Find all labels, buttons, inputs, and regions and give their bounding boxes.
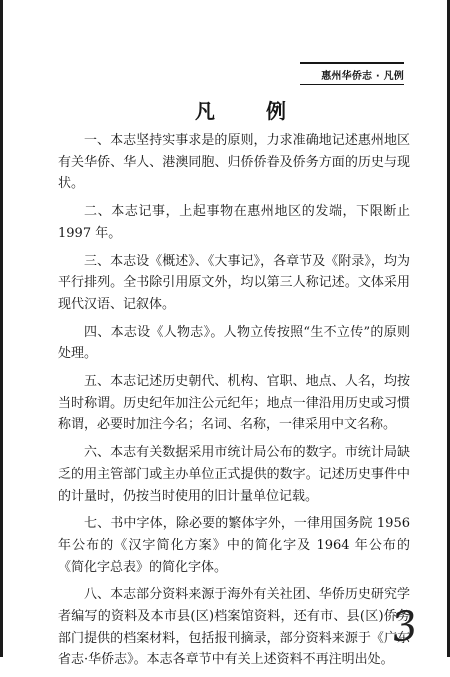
paragraph-4: 四、本志设《人物志》。人物立传按照“生不立传”的原则处理。 bbox=[58, 324, 410, 362]
page-number: 3 bbox=[388, 602, 421, 652]
page-title: 凡 例 bbox=[195, 99, 308, 123]
body-text bbox=[58, 130, 410, 677]
paragraph-5: 五、本志记述历史朝代、机构、官职、地点、人名，均按当时称谓。历史纪年加注公元纪年；地点一律沿用历史或习惯称谓，必要时加注今名；名词、名称，一律采用中文名称。 bbox=[58, 374, 410, 433]
paragraph-2: 二、本志记事，上起事物在惠州地区的发端，下限断止 1997 年。 bbox=[58, 204, 410, 241]
paragraph-7: 七、书中字体，除必要的繁体字外，一律用国务院 1956 年公布的《汉字简化方案》中的简化字及 1964 年公布的《简化字总表》的简化字体。 bbox=[58, 516, 410, 575]
running-header: 惠州华侨志 · 凡例 bbox=[300, 62, 404, 85]
paragraph-1: 一、本志坚持实事求是的原则，力求准确地记述惠州地区有关华侨、华人、港澳同胞、归侨侨眷及侨务方面的历史与现状。 bbox=[58, 133, 410, 192]
paragraph-6: 六、本志有关数据采用市统计局公布的数字。市统计局缺乏的用主管部门或主办单位正式提供的数字。记述历史事件中的计量时，仍按当时使用的旧计量单位记载。 bbox=[58, 445, 410, 504]
paragraph-8: 八、本志部分资料来源于海外有关社团、华侨历史研究学者编写的资料及本市县(区)档案馆资料，还有市、县(区)侨务部门提供的档案材料，包括报刊摘录，部分资料来源于《广东省志·华侨志》。本志各章节中有关上述资料不再注明出处。 bbox=[58, 587, 410, 668]
page-edge-left bbox=[0, 0, 3, 657]
paragraph-3: 三、本志设《概述》、《大事记》，各章节及《附录》，均为平行排列。全书除引用原文外，均以第三人称记述。文体采用现代汉语、记叙体。 bbox=[58, 253, 410, 312]
